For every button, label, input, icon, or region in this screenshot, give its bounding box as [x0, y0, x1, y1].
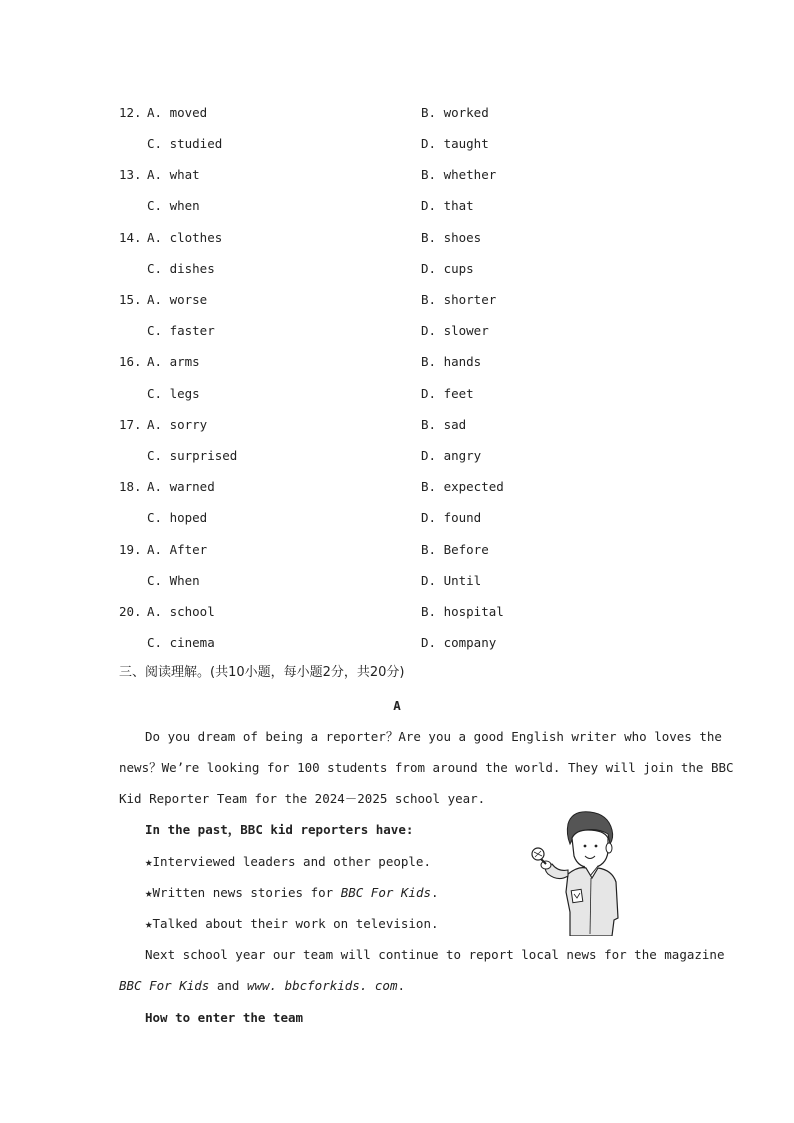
option-c: C. dishes — [147, 261, 215, 276]
option-a: A. what — [147, 167, 200, 182]
bullet-item — [145, 885, 439, 901]
option-b: B. sad — [421, 417, 467, 432]
option-c: C. studied — [147, 136, 223, 151]
star-icon: ★ — [145, 854, 153, 869]
option-c: C. faster — [147, 323, 215, 338]
option-d: D. taught — [421, 136, 489, 151]
next-year-line-1: Next school year our team will continue to report local news for the magazine — [145, 947, 725, 962]
option-b: B. shoes — [421, 230, 482, 245]
option-d: D. company — [421, 635, 497, 650]
intro-line-1: Do you dream of being a reporter？Are you a good English writer who loves the — [145, 729, 722, 744]
connector-text: and — [209, 978, 247, 993]
question-number: 13. — [119, 167, 142, 182]
reporter-illustration — [528, 808, 620, 936]
intro-line-3: Kid Reporter Team for the 2024－2025 school year. — [119, 791, 486, 806]
question-number: 12. — [119, 105, 142, 120]
eye-right — [595, 845, 598, 848]
option-b: B. Before — [421, 542, 489, 557]
section-heading: 三、阅读理解。(共10小题，每小题2分，共20分) — [119, 665, 405, 680]
option-c: C. surprised — [147, 448, 238, 463]
website-url: www. bbcforkids. com — [246, 978, 398, 993]
option-d: D. Until — [421, 573, 482, 588]
option-a: A. sorry — [147, 417, 208, 432]
question-number: 14. — [119, 230, 142, 245]
option-b: B. hands — [421, 354, 482, 369]
option-d: D. cups — [421, 261, 474, 276]
option-a: A. school — [147, 604, 215, 619]
option-d: D. found — [421, 510, 482, 525]
option-c: C. cinema — [147, 635, 215, 650]
option-b: B. expected — [421, 479, 504, 494]
passage-label: A — [393, 698, 401, 713]
bullet-text-end: . — [431, 885, 439, 900]
question-number: 16. — [119, 354, 142, 369]
option-c: C. When — [147, 573, 200, 588]
star-icon: ★ — [145, 885, 153, 900]
next-year-line-2 — [119, 978, 675, 994]
magazine-name: BBC For Kids — [340, 885, 431, 900]
eye-left — [584, 845, 587, 848]
hand-shape — [541, 861, 551, 869]
option-a: A. moved — [147, 105, 208, 120]
star-icon: ★ — [145, 916, 153, 931]
face-shape — [572, 830, 608, 868]
past-heading: In the past，BBC kid reporters have: — [145, 822, 414, 837]
option-a: A. arms — [147, 354, 200, 369]
magazine-name: BBC For Kids — [119, 978, 210, 993]
option-a: A. clothes — [147, 230, 223, 245]
bullet-text: Talked about their work on television. — [152, 916, 439, 931]
question-number: 19. — [119, 542, 142, 557]
option-b: B. whether — [421, 167, 497, 182]
period-text: . — [397, 978, 405, 993]
how-to-enter-heading: How to enter the team — [145, 1010, 304, 1025]
question-number: 17. — [119, 417, 142, 432]
bullet-text: Interviewed leaders and other people. — [152, 854, 431, 869]
option-b: B. shorter — [421, 292, 497, 307]
badge-shape — [571, 889, 583, 902]
ear-shape — [606, 843, 612, 853]
option-d: D. feet — [421, 386, 474, 401]
bullet-text: Written news stories for — [152, 885, 341, 900]
option-d: D. that — [421, 198, 474, 213]
option-b: B. worked — [421, 105, 489, 120]
option-d: D. slower — [421, 323, 489, 338]
option-a: A. worse — [147, 292, 208, 307]
option-c: C. legs — [147, 386, 200, 401]
option-c: C. when — [147, 198, 200, 213]
option-a: A. warned — [147, 479, 215, 494]
bullet-item — [145, 854, 431, 870]
question-number: 15. — [119, 292, 142, 307]
option-a: A. After — [147, 542, 208, 557]
question-number: 18. — [119, 479, 142, 494]
option-c: C. hoped — [147, 510, 208, 525]
option-d: D. angry — [421, 448, 482, 463]
option-b: B. hospital — [421, 604, 504, 619]
question-number: 20. — [119, 604, 142, 619]
bullet-item — [145, 916, 439, 932]
intro-line-2: news？We’re looking for 100 students from around the world. They will join the BBC — [119, 760, 734, 775]
